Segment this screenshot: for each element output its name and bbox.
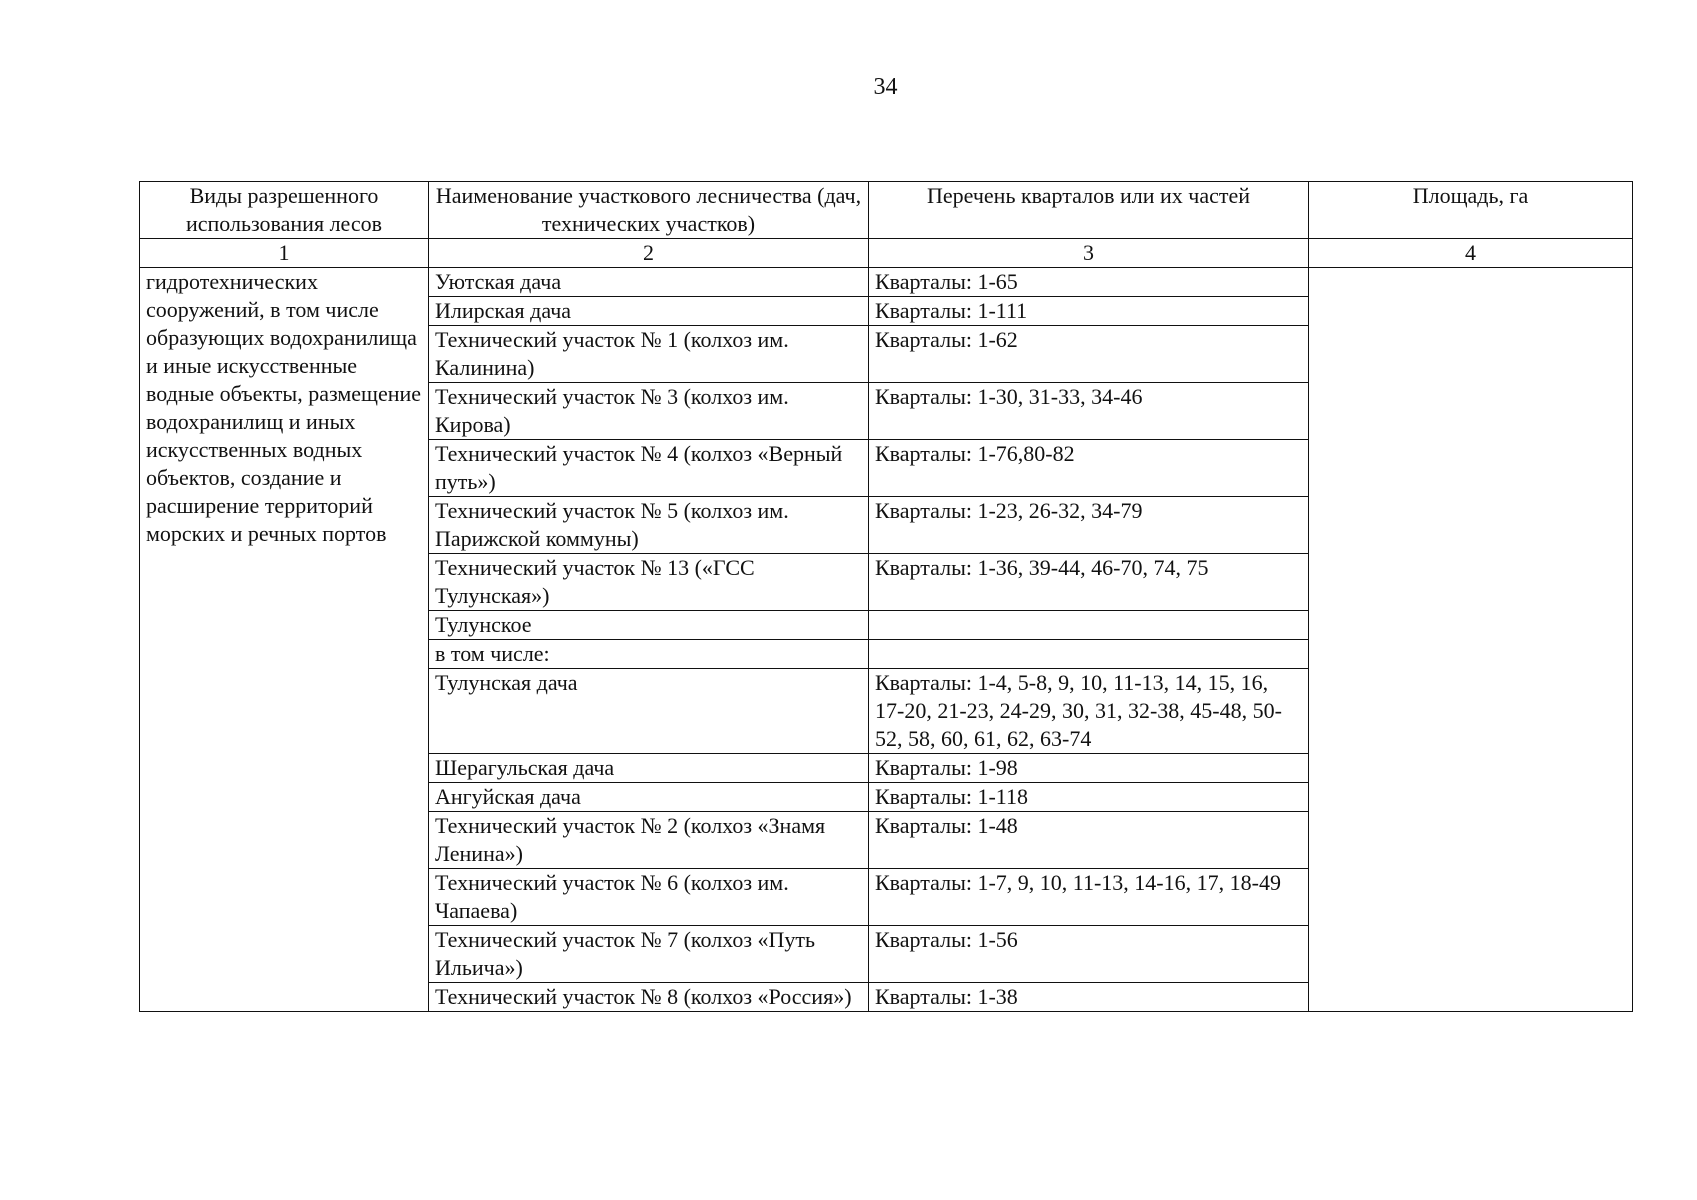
- header-quarters-list: Перечень кварталов или их частей: [869, 182, 1309, 239]
- forestry-name-cell: Технический участок № 7 (колхоз «Путь Ильича»): [429, 926, 869, 983]
- quarters-cell: Кварталы: 1-4, 5-8, 9, 10, 11-13, 14, 15, 16, 17-20, 21-23, 24-29, 30, 31, 32-38, 45-48, 50-52, 58, 60, 61, 62, 63-74: [869, 669, 1309, 754]
- quarters-cell: Кварталы: 1-30, 31-33, 34-46: [869, 383, 1309, 440]
- area-cell: [1309, 268, 1633, 1012]
- header-forestry-name: Наименование участкового лесничества (дач, технических участков): [429, 182, 869, 239]
- quarters-cell: Кварталы: 1-76,80-82: [869, 440, 1309, 497]
- quarters-cell: [869, 640, 1309, 669]
- forestry-name-cell: Технический участок № 4 (колхоз «Верный путь»): [429, 440, 869, 497]
- usage-type-cell: гидротехнических сооружений, в том числе образующих водохранилища и иные искусственные водные объекты, размещение водохранилищ и иных искусственных водных объектов, создание и расширение территорий морских и речных портов: [140, 268, 429, 1012]
- column-number: 3: [869, 239, 1309, 268]
- forestry-name-cell: Технический участок № 1 (колхоз им. Калинина): [429, 326, 869, 383]
- table-header-row: [140, 182, 1633, 239]
- table-row: [140, 268, 1633, 297]
- quarters-cell: Кварталы: 1-36, 39-44, 46-70, 74, 75: [869, 554, 1309, 611]
- forestry-name-cell: Технический участок № 6 (колхоз им. Чапаева): [429, 869, 869, 926]
- page-number: 34: [873, 74, 898, 100]
- forestry-name-cell: Тулунская дача: [429, 669, 869, 754]
- quarters-cell: Кварталы: 1-62: [869, 326, 1309, 383]
- quarters-cell: Кварталы: 1-23, 26-32, 34-79: [869, 497, 1309, 554]
- quarters-cell: Кварталы: 1-118: [869, 783, 1309, 812]
- quarters-cell: Кварталы: 1-98: [869, 754, 1309, 783]
- forestry-name-cell: Технический участок № 8 (колхоз «Россия»): [429, 983, 869, 1012]
- quarters-cell: [869, 611, 1309, 640]
- column-number: 4: [1309, 239, 1633, 268]
- column-number-row: [140, 239, 1633, 268]
- quarters-cell: Кварталы: 1-56: [869, 926, 1309, 983]
- forestry-name-cell: Ангуйская дача: [429, 783, 869, 812]
- column-number: 1: [140, 239, 429, 268]
- forestry-name-cell: Илирская дача: [429, 297, 869, 326]
- header-usage-types: Виды разрешенного использования лесов: [140, 182, 429, 239]
- forest-use-table: [139, 181, 1633, 1012]
- forestry-name-cell: в том числе:: [429, 640, 869, 669]
- table-body: [140, 268, 1633, 1012]
- forestry-name-cell: Технический участок № 5 (колхоз им. Парижской коммуны): [429, 497, 869, 554]
- quarters-cell: Кварталы: 1-111: [869, 297, 1309, 326]
- forestry-name-cell: Тулунское: [429, 611, 869, 640]
- quarters-cell: Кварталы: 1-38: [869, 983, 1309, 1012]
- forestry-name-cell: Технический участок № 3 (колхоз им. Кирова): [429, 383, 869, 440]
- quarters-cell: Кварталы: 1-7, 9, 10, 11-13, 14-16, 17, 18-49: [869, 869, 1309, 926]
- header-area: Площадь, га: [1309, 182, 1633, 239]
- quarters-cell: Кварталы: 1-48: [869, 812, 1309, 869]
- forestry-name-cell: Шерагульская дача: [429, 754, 869, 783]
- forestry-name-cell: Технический участок № 2 (колхоз «Знамя Ленина»): [429, 812, 869, 869]
- quarters-cell: Кварталы: 1-65: [869, 268, 1309, 297]
- forestry-name-cell: Технический участок № 13 («ГСС Тулунская»): [429, 554, 869, 611]
- column-number: 2: [429, 239, 869, 268]
- forestry-name-cell: Уютская дача: [429, 268, 869, 297]
